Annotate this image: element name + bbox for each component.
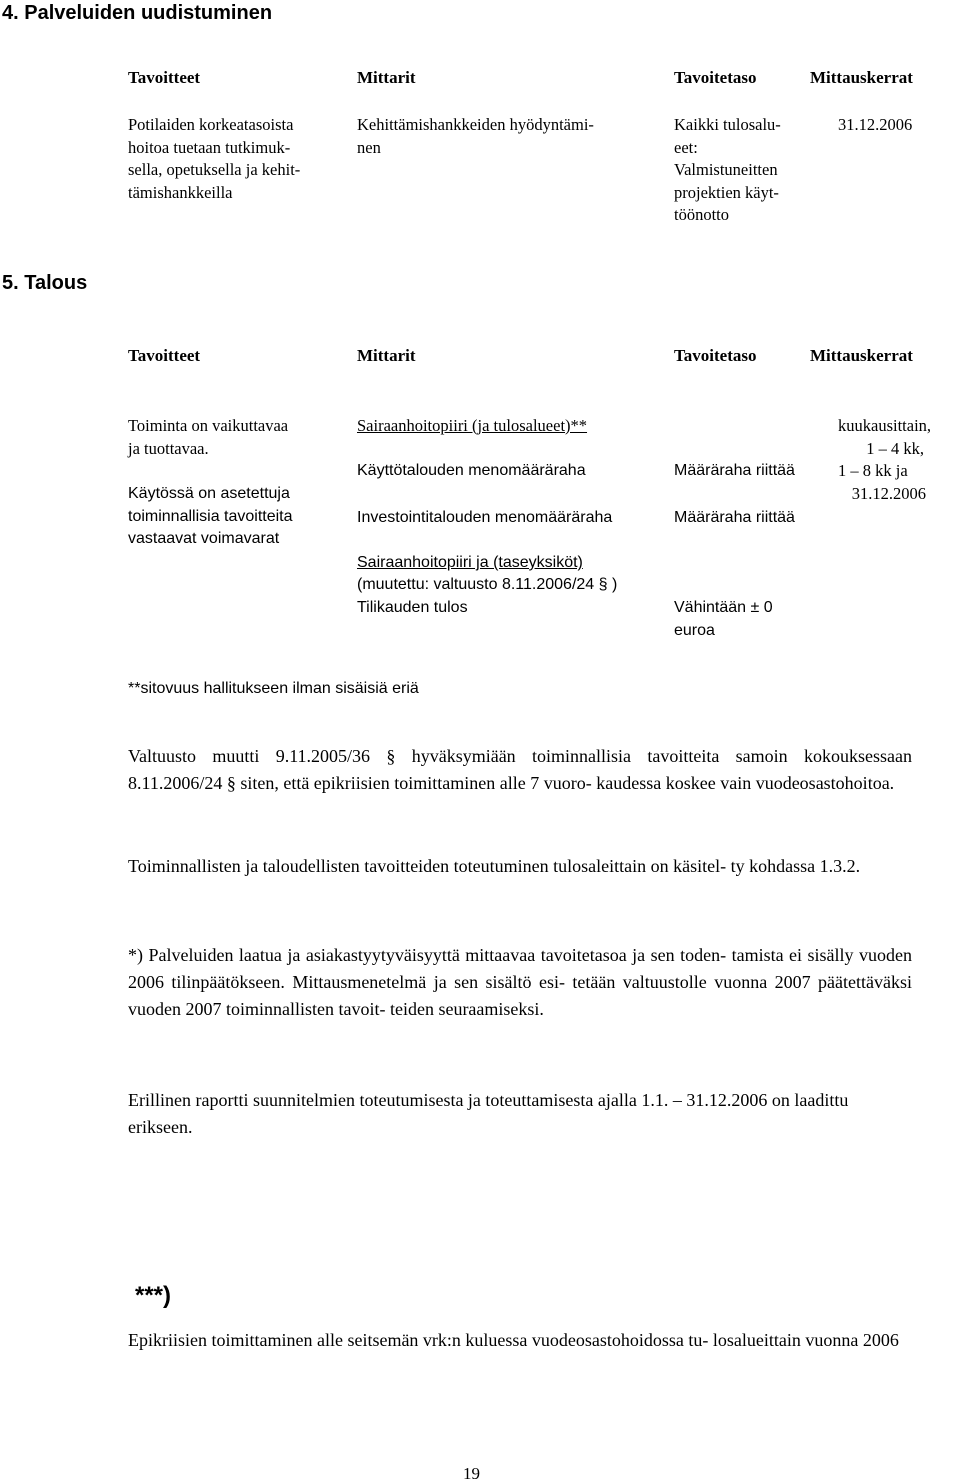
footnote: **sitovuus hallitukseen ilman sisäisiä eriä — [128, 680, 419, 697]
s4-header-metrics: Mittarit — [357, 68, 416, 87]
s4-header-target: Tavoitetaso — [674, 68, 757, 87]
s4-metric-cell: Kehittämishankkeiden hyödyntämi- nen — [357, 115, 594, 157]
s4-frequency-cell: 31.12.2006 — [838, 115, 913, 134]
s5-frequency-1: kuukausittain, — [838, 416, 932, 435]
s5-header-frequency: Mittauskerrat — [810, 346, 913, 365]
s5-goal-line2: ja tuottavaa. — [128, 439, 209, 458]
s5-target-operating: Määräraha riittää — [674, 462, 795, 479]
s5-metric-investment: Investointitalouden menomääräraha — [357, 509, 613, 526]
s5-target-investment: Määräraha riittää — [674, 509, 795, 526]
section-4-heading: 4. Palveluiden uudistuminen — [2, 2, 273, 24]
s5-frequency-2: 1 – 4 kk, — [866, 439, 924, 458]
s5-header-metrics: Mittarit — [357, 346, 416, 365]
s5-metric-group2: Sairaanhoitopiiri ja (taseyksiköt) — [357, 554, 583, 571]
s5-metric-group2-note: (muutettu: valtuusto 8.11.2006/24 § ) — [357, 576, 618, 593]
paragraph-results-reference: Toiminnallisten ja taloudellisten tavoitteiden toteutuminen tulosaleittain on käsitel- ty kohdassa 1.3.2. — [128, 856, 861, 876]
s5-frequency-4: 31.12.2006 — [851, 484, 926, 503]
s5-goal-rest: Käytössä on asetettuja toiminnallisia tavoitteita vastaavat voimavarat — [128, 485, 293, 547]
s4-header-frequency: Mittauskerrat — [810, 68, 913, 87]
paragraph-quality-note: *) Palveluiden laatua ja asiakastyytyväisyyttä mittaavaa tavoitetasoa ja sen toden- tamista ei sisälly vuoden 2006 tilinpäätökseen. Mittausmenetelmä ja sen sisältö esi- tetään valtuustolle vuonna 2007 päätettäväksi vuoden 2007 toiminnallisten tavoit- teiden seuraamiseksi. — [128, 945, 912, 1019]
s5-goal-line1: Toiminta on vaikuttavaa — [128, 416, 289, 435]
s5-frequency-3: 1 – 8 kk ja — [838, 461, 908, 480]
appendix-marker: ***) — [135, 1282, 172, 1309]
s5-header-target: Tavoitetaso — [674, 346, 757, 365]
appendix-text: Epikriisien toimittaminen alle seitsemän vrk:n kuluessa vuodeosastohoidossa tu- losalueittain vuonna 2006 — [128, 1330, 899, 1350]
s4-header-goals: Tavoitteet — [128, 68, 201, 87]
s5-metric-group1: Sairaanhoitopiiri (ja tulosalueet)** — [357, 416, 588, 435]
s4-target-cell: Kaikki tulosalu- eet: Valmistuneitten projektien käyt- töönotto — [674, 115, 781, 224]
paragraph-separate-report: Erillinen raportti suunnitelmien toteutumisesta ja toteuttamisesta ajalla 1.1. – 31.12.2006 on laadittu erikseen. — [128, 1090, 849, 1137]
s4-goal-cell: Potilaiden korkeatasoista hoitoa tuetaan tutkimuk- sella, opetuksella ja kehit- tämishankkeilla — [128, 115, 301, 202]
s5-metric-operating: Käyttötalouden menomääräraha — [357, 462, 586, 479]
paragraph-council-change: Valtuusto muutti 9.11.2005/36 § hyväksymiään toiminnallisia tavoitteita samoin kokouksessaan 8.11.2006/24 § siten, että epikriisien toimittaminen alle 7 vuoro- kaudessa koskee vain vuodeosastohoitoa. — [128, 746, 912, 793]
s5-target-result: Vähintään ± 0 euroa — [674, 599, 773, 639]
page-number: 19 — [463, 1464, 480, 1483]
s5-header-goals: Tavoitteet — [128, 346, 201, 365]
s5-metric-result: Tilikauden tulos — [357, 599, 468, 616]
section-5-heading: 5. Talous — [2, 272, 88, 294]
